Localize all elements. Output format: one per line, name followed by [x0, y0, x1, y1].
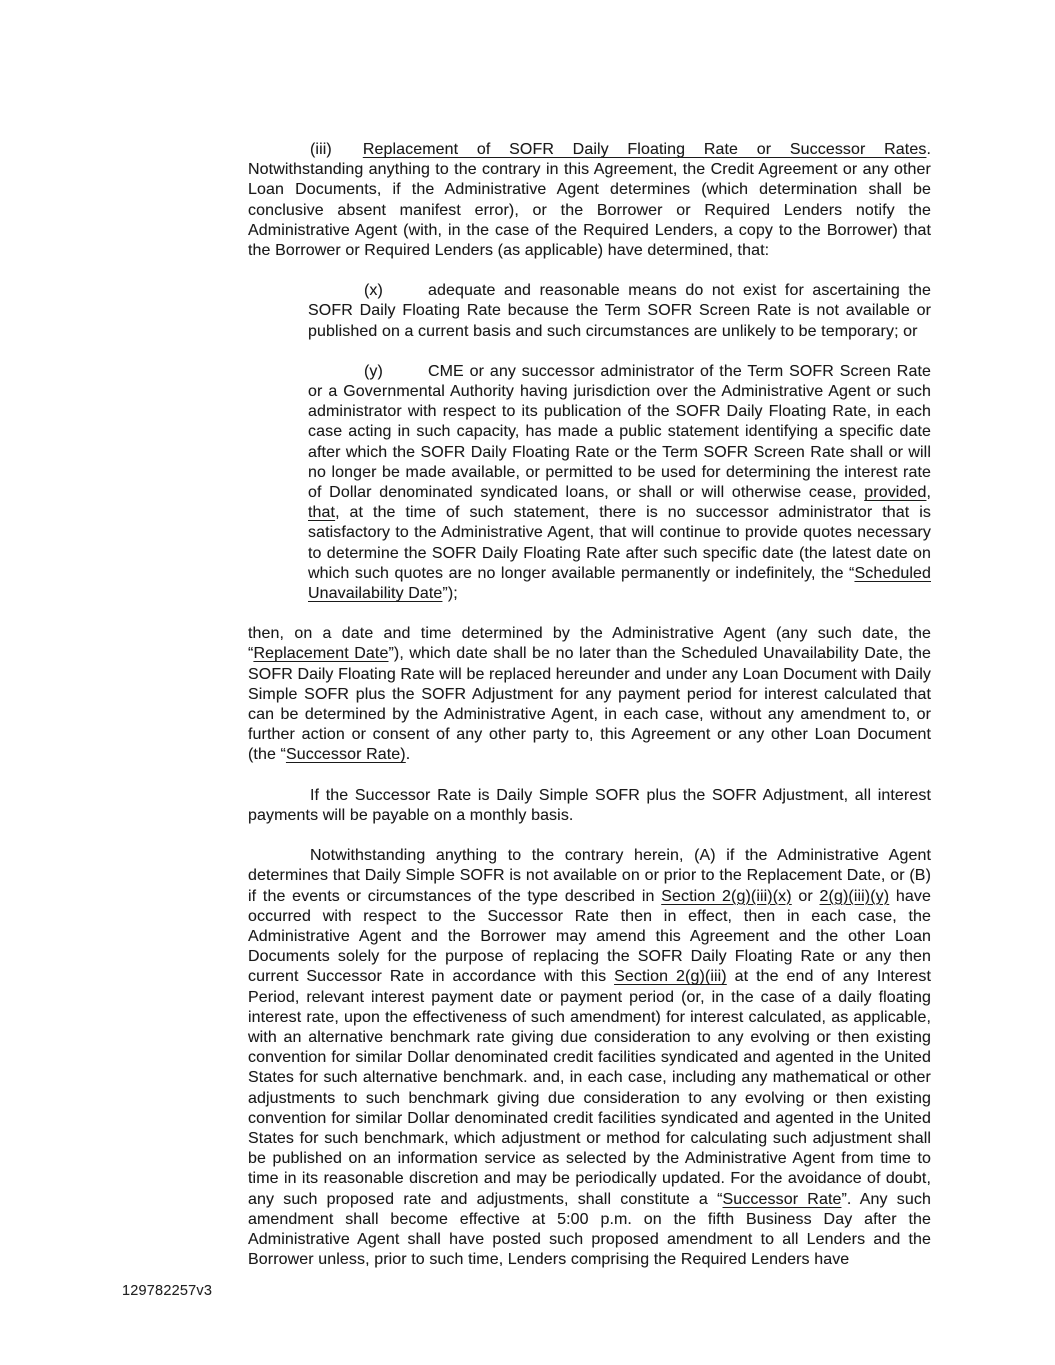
underlined-text-segment: Replacement of SOFR Daily Floating Rate or Successor Rates	[362, 141, 927, 158]
paragraph-clause-y	[308, 362, 931, 604]
underlined-text-segment: Successor Rate	[722, 1190, 842, 1208]
underlined-text-segment: Successor Rate)	[285, 746, 406, 764]
text-segment: CME or any successor administrator of the Term SOFR Screen Rate or a Governmental Authority having jurisdiction over the Administrative Agent or such administrator with respect to its publication of the SOFR Daily Floating Rate, in each case acting in such capacity, has made a public statement identifying a specific date after which the SOFR Daily Floating Rate or the Term SOFR Screen Rate shall or will no longer be made available, or permitted to be used for determining the interest rate of Dollar denominated syndicated loans, or shall or will otherwise cease,	[308, 362, 931, 502]
text-segment: .	[405, 746, 411, 764]
text-segment: adequate and reasonable means do not exist for ascertaining the SOFR Daily Floating Rate because the Term SOFR Screen Rate is not available or published on a current basis and such circumstances are unlikely to be temporary; or	[308, 282, 931, 340]
underlined-text-segment: Section 2(g)(iii)(x)	[661, 887, 792, 905]
text-segment: ”);	[442, 585, 458, 603]
underlined-text-segment: that	[308, 504, 336, 522]
text-segment: . Notwithstanding anything to the contrary in this Agreement, the Credit Agreement or any other Loan Documents, if the Administrative Agent determines (which determination shall be conclusive absent manifest error), or the Borrower or Required Lenders notify the Administrative Agent (with, in the case of the Required Lenders, a copy to the Borrower) that the Borrower or Required Lenders (as applicable) have determined, that:	[248, 141, 931, 260]
paragraph-replacement-date	[248, 624, 931, 765]
paragraph-notwithstanding-herein	[248, 846, 931, 1270]
text-segment: (x)	[364, 282, 383, 300]
text-segment: If the Successor Rate is Daily Simple SOFR plus the SOFR Adjustment, all interest payments will be payable on a monthly basis.	[248, 786, 931, 824]
text-segment: ”), which date shall be no later than the Scheduled Unavailability Date, the SOFR Daily Floating Rate will be replaced hereunder and under any Loan Document with Daily Simple SOFR plus the SOFR Adjustment for any payment period for interest calculated that can be determined by the Administrative Agent, in each case, without any amendment to, or further action or consent of any other party to, this Agreement or any other Loan Document (the “	[248, 645, 931, 764]
paragraph-monthly-interest	[248, 786, 931, 826]
underlined-text-segment: Section 2(g)(iii)	[614, 968, 727, 986]
underlined-text-segment: Scheduled Unavailability Date	[308, 564, 931, 603]
text-segment: (y)	[364, 362, 383, 380]
document-body	[248, 140, 931, 1290]
paragraph-clause-iii	[248, 140, 931, 261]
text-segment: , at the time of such statement, there is no successor administrator that is satisfactory to the Administrative Agent, that will continue to provide quotes necessary to determine the SOFR Daily Floating Rate after such specific date (the latest date on which such quotes are no longer available permanently or indefinitely, the “	[308, 504, 931, 582]
text-segment: ”. Any such amendment shall become effective at 5:00 p.m. on the fifth Business Day after the Administrative Agent shall have posted such proposed amendment to all Lenders and the Borrower unless, prior to such time, Lenders comprising the Required Lenders have	[248, 1190, 931, 1269]
text-segment: have occurred with respect to the Successor Rate then in effect, then in each case, the Administrative Agent and the Borrower may amend this Agreement and the other Loan Documents solely for the purpose of replacing the SOFR Daily Floating Rate or any then current Successor Rate in accordance with this	[248, 887, 931, 986]
text-segment: or	[791, 887, 820, 905]
paragraph-clause-x	[308, 281, 931, 342]
text-segment: (iii)	[310, 141, 332, 158]
underlined-text-segment: provided	[864, 484, 927, 502]
text-segment: ,	[926, 484, 931, 502]
document-control-number: 129782257v3	[122, 1283, 213, 1299]
underlined-text-segment: 2(g)(iii)(y)	[819, 887, 890, 905]
text-segment: at the end of any Interest Period, relevant interest payment date or payment period (or, in the case of a daily floating interest rate, upon the effectiveness of such amendment) for interest calculated, as applicable, with an alternative benchmark rate giving due consideration to any evolving or then existing convention for similar Dollar denominated credit facilities syndicated and agented in the United States for such alternative benchmark. and, in each case, including any mathematical or other adjustments to such benchmark giving due consideration to any evolving or then existing convention for similar Dollar denominated credit facilities syndicated and agented in the United States for such benchmark, which adjustment or method for calculating such adjustment shall be published on an information service as selected by the Administrative Agent from time to time in its reasonable discretion and may be periodically updated. For the avoidance of doubt, any such proposed rate and adjustments, shall constitute a “	[248, 968, 931, 1208]
text-segment: then, on a date and time determined by the Administrative Agent (any such date, the “	[248, 625, 931, 663]
text-segment: Notwithstanding anything to the contrary herein, (A) if the Administrative Agent determines that Daily Simple SOFR is not available on or prior to the Replacement Date, or (B) if the events or circumstances of the type described in	[248, 847, 931, 905]
underlined-text-segment: Replacement Date	[253, 645, 389, 663]
